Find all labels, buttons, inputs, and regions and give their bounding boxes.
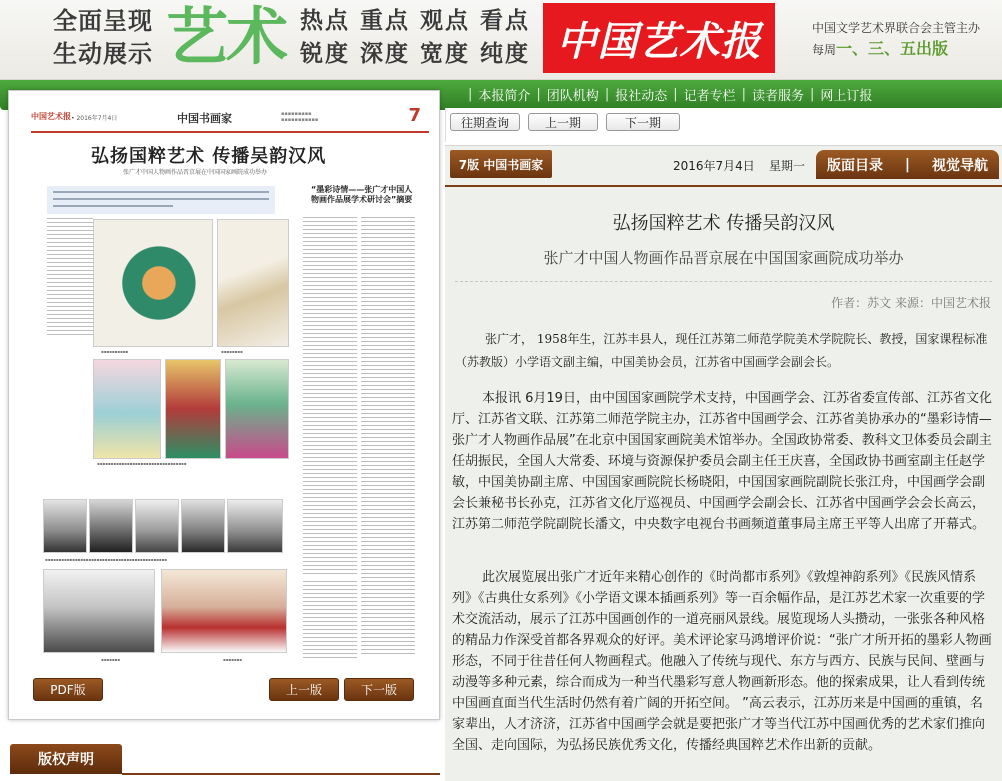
painting-image-dancers [93,219,213,347]
copyright-divider [122,773,440,775]
article-paragraph-1: 本报讯 6月19日，由中国国家画院学术支持，中国画学会、江苏省委宣传部、江苏省文化厅、江苏省文联、江苏第二师范学院主办，江苏省中国画学会、江苏省美协承办的“墨彩诗情—张广才人物画作品展”在北京中国国家画院美术馆举办。全国政协常委、教科文卫体委员会副主任胡振民，全国人大常委、环境与资源保护委员会副主任王庆喜，全国政协书画室副主任赵学敏，中国美协副主席、中国国家画院院长杨晓阳，中国国家画院副院长张江舟，中国画学会副会长兼秘书长孙克，江苏省文化厅巡视员、中国画学会副会长、江苏省中国画学会会长高云，江苏第二师范学院副院长潘文，中央数字电视台书画频道董事局主席王平等人出席了开幕式。 [452,391,992,532]
newspaper-page-panel [8,90,440,720]
paper-text-col-1 [303,217,357,577]
photo-ribbon-cutting [161,569,287,653]
paper-masthead [31,105,429,133]
newspaper-logo[interactable]: 中国艺术报 [543,3,775,73]
tab-separator: | [904,156,911,173]
tab-visual-navigation[interactable]: 视觉导航 [932,157,988,174]
page-section-tag[interactable]: 7版 中国书画家 [450,150,552,178]
slogan-right-line-1: 热点 重点 观点 看点 [300,8,531,34]
schedule-prefix: 每周 [812,43,837,57]
painting-image-lady [217,219,289,347]
schedule-days: 一、三、五出版 [836,39,949,58]
article-bio: 张广才， 1958年生，江苏丰县人，现任江苏第二师范学院美术学院院长、教授，国家课程标准（苏教版）小学语文副主编，中国美协会员，江苏省中国画学会副会长。 [455,332,988,369]
paper-info: ▪▪▪▪▪▪▪▪▪ ▪▪▪▪▪▪▪▪▪▪▪ [281,111,319,123]
main-nav: | 本报简介 | 团队机构 | 报社动态 | 记者专栏 | 读者服务 | 网上订报 [468,86,873,104]
slogan-right [300,5,530,71]
photo-speaker-4 [181,499,225,553]
newspaper-page-image[interactable]: 中国艺术报 • 2016年7月4日 中国书画家 ▪▪▪▪▪▪▪▪▪ ▪▪▪▪▪▪▪▪▪▪▪ 7 弘扬国粹艺术 传播吴韵汉风 张广才中国人物画作品晋京展在中国国家画院成功举办 “墨彩诗情——张广才中国人物画作品展学术研讨会”摘要 ▪▪▪▪▪▪▪▪▪▪ ▪▪▪▪▪▪▪▪ ▪▪▪▪▪▪▪▪▪▪▪▪▪▪▪▪▪▪▪▪▪▪▪▪▪▪▪▪▪▪▪▪▪ ▪▪▪▪▪▪▪▪▪▪▪▪▪▪▪▪▪▪▪▪▪▪▪▪▪▪▪▪▪▪▪▪▪▪▪▪▪▪▪▪▪▪▪▪▪ ▪▪▪▪▪▪▪ ▪▪▪▪▪▪▪ [31,105,429,759]
paper-box-title: “墨彩诗情——张广才中国人物画作品展学术研讨会”摘要 [311,185,413,204]
paper-subhead: 张广才中国人物画作品晋京展在中国国家画院成功举办 [123,169,268,176]
copyright-tab[interactable]: 版权声明 [10,744,122,774]
issue-date: 2016年7月4日 [673,159,755,173]
publish-schedule [812,36,948,59]
nav-link-news[interactable]: 报社动态 [615,88,668,104]
painting-image-children [93,359,161,459]
next-page-button[interactable]: 下一版 [344,678,414,701]
slogan-left [53,5,153,71]
photo-speaker-5 [227,499,283,553]
paper-brand: 中国艺术报 [31,112,71,121]
past-issues-button[interactable]: 往期查询 [450,113,520,131]
paper-date: • 2016年7月4日 [71,115,118,122]
article-author-source: 作者：苏文 来源：中国艺术报 [831,296,991,310]
slogan-left-line-2: 生动展示 [53,40,153,68]
article-title: 弘扬国粹艺术 传播吴韵汉风 [612,213,835,234]
tab-page-directory[interactable]: 版面目录 [826,157,883,174]
article-paragraph-2: 此次展览展出张广才近年来精心创作的《时尚都市系列》《敦煌神韵系列》《民族风情系列》《古典仕女系列》《小学语文课本插画系列》等一百余幅作品，是江苏艺术家一次重要的学术交流活动，展示了江苏中国画创作的一道亮丽风景线。展览现场人头攒动，一张张各种风格的精品力作深受首都各界观众的好评。美术评论家马鸿增评价说：“张广才所开拓的墨彩人物画形态，不同于往昔任何人物画程式。他融入了传统与现代、东方与西方、民族与民间、壁画与动漫等多种元素，综合而成为一种当代墨彩写意人物画新形态。他的探索成果，让人看到传统中国画直面当代生活时仍然有着广阔的开拓空间。 ”高云表示，江苏历来是中国画的重镇，名家辈出，人才济济，江苏省中国画学会就是要把张广才等当代江苏中国画优秀的艺术家们推向全国、走向国际，为弘扬民族优秀文化，传播经典国粹艺术作出新的贡献。 [452,570,992,753]
nav-link-team[interactable]: 团队机构 [546,88,599,104]
slogan-left-line-1: 全面呈现 [53,7,153,35]
paper-intro-box [47,186,275,214]
prev-issue-button[interactable]: 上一期 [528,113,598,131]
nav-link-subscribe[interactable]: 网上订报 [820,88,873,104]
photo-audience [43,569,155,653]
article-subtitle: 张广才中国人物画作品晋京展在中国国家画院成功举办 [543,249,904,267]
article-divider [455,281,992,282]
slogan-right-line-2: 锐度 深度 宽度 纯度 [300,41,531,67]
photo-speaker-2 [89,499,133,553]
prev-page-button[interactable]: 上一版 [269,678,339,701]
painting-image-figures [165,359,221,459]
sponsor-text: 中国文学艺术界联合会主管主办 [812,21,981,35]
article-body [445,187,1002,781]
painting-image-dunhuang [225,359,289,459]
photo-speaker-3 [135,499,179,553]
next-issue-button[interactable]: 下一期 [606,113,680,131]
photo-speaker-1 [43,499,87,553]
paper-text-col-2 [361,217,415,657]
nav-link-about[interactable]: 本报简介 [478,88,531,104]
paper-headline: 弘扬国粹艺术 传播吴韵汉风 [91,146,327,167]
header-banner [0,0,1002,80]
paper-text-col-3 [303,581,357,661]
page-nav-tabs [816,150,999,179]
nav-link-columns[interactable]: 记者专栏 [683,88,736,104]
nav-link-reader-service[interactable]: 读者服务 [752,88,805,104]
pdf-button[interactable]: PDF版 [33,678,103,701]
issue-weekday: 星期一 [769,159,806,173]
slogan-art: 艺术 [166,0,287,73]
paper-section: 中国书画家 [177,112,232,125]
paper-text-col-left [47,218,93,336]
paper-page-number: 7 [408,105,421,126]
